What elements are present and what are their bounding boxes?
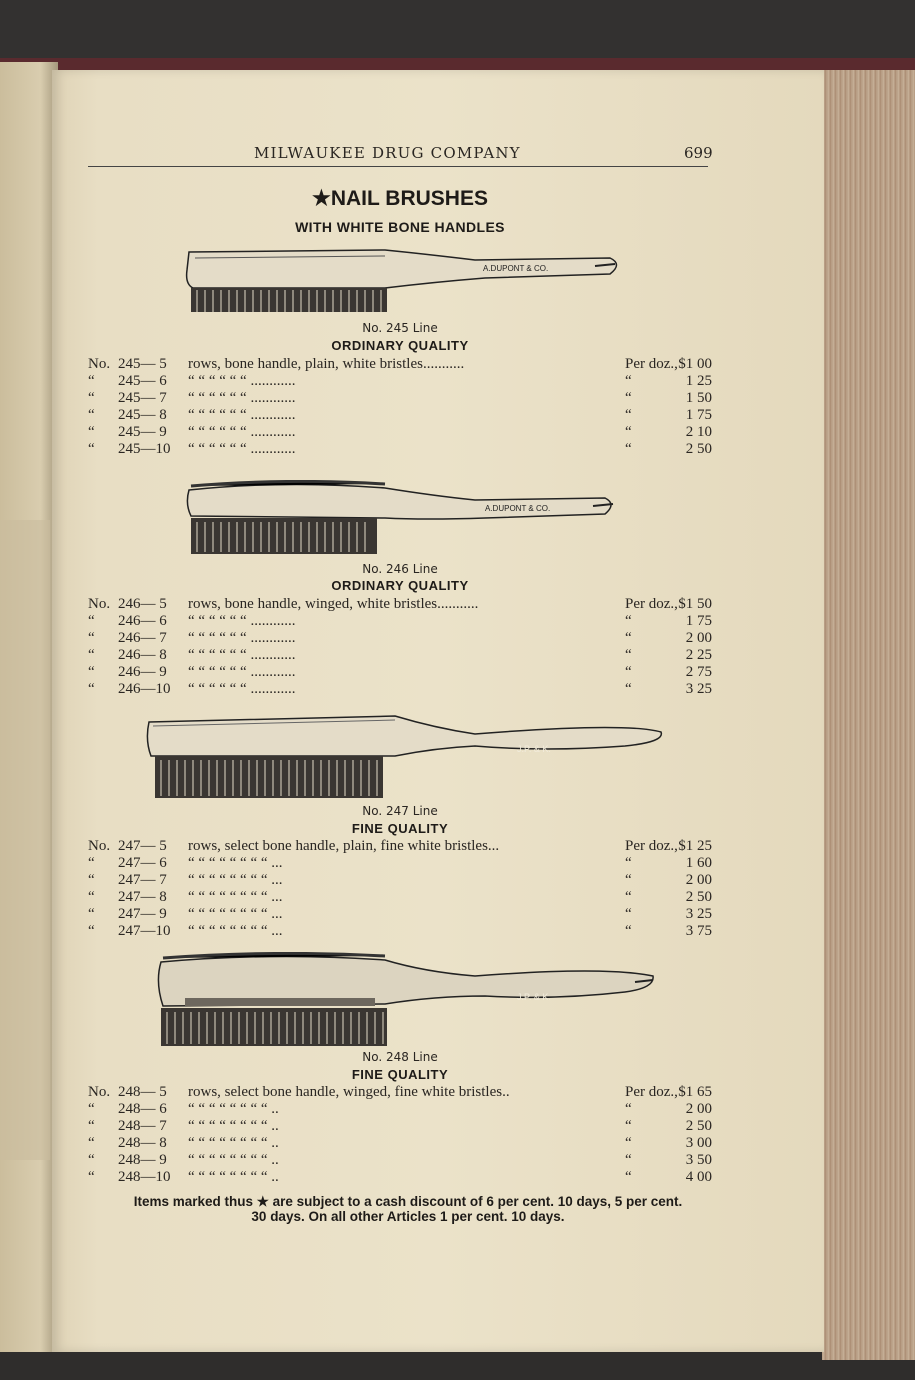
table-row: No. 245— 5 rows, bone handle, plain, white bristles........... Per doz., $1 00 <box>88 356 712 372</box>
table-row: “ 246—10 “ “ “ “ “ “ ............ “ 3 25 <box>88 681 712 697</box>
footnote-line-2: 30 days. On all other Articles 1 per cent. 10 days. <box>251 1209 565 1224</box>
table-row: “ 245— 8 “ “ “ “ “ “ ............ “ 1 75 <box>88 407 712 423</box>
table-row: “ 246— 9 “ “ “ “ “ “ ............ “ 2 75 <box>88 664 712 680</box>
table-row: “ 245—10 “ “ “ “ “ “ ............ “ 2 50 <box>88 441 712 457</box>
price-table-247 <box>88 838 718 940</box>
page-number: 699 <box>684 144 713 162</box>
table-row: No. 248— 5 rows, select bone handle, winged, fine white bristles.. Per doz., $1 65 <box>88 1084 712 1100</box>
table-row: No. 247— 5 rows, select bone handle, plain, fine white bristles... Per doz., $1 25 <box>88 838 712 854</box>
table-row: “ 245— 9 “ “ “ “ “ “ ............ “ 2 10 <box>88 424 712 440</box>
table-row: “ 248— 9 “ “ “ “ “ “ “ “ .. “ 3 50 <box>88 1152 712 1168</box>
brand-stamp: A.DUPONT & CO. <box>485 504 551 513</box>
table-row: No. 246— 5 rows, bone handle, winged, white bristles........... Per doz., $1 50 <box>88 596 712 612</box>
discount-footnote <box>88 1194 728 1224</box>
previous-page-strip <box>0 520 50 1160</box>
table-row: “ 248— 7 “ “ “ “ “ “ “ “ .. “ 2 50 <box>88 1118 712 1134</box>
quality-label: ORDINARY QUALITY <box>331 338 469 353</box>
brand-stamp: J.P. & K. <box>517 992 551 1002</box>
page-subtitle: WITH WHITE BONE HANDLES <box>295 219 505 235</box>
table-row: “ 248— 6 “ “ “ “ “ “ “ “ .. “ 2 00 <box>88 1101 712 1117</box>
page-header <box>88 142 713 167</box>
background-top <box>0 0 915 62</box>
table-row: “ 247— 6 “ “ “ “ “ “ “ “ ... “ 1 60 <box>88 855 712 871</box>
brush-246-illustration <box>185 480 625 558</box>
page-title: ★NAIL BRUSHES <box>312 187 488 210</box>
quality-label: FINE QUALITY <box>351 1067 449 1082</box>
brand-stamp: J.P. & K. <box>517 744 551 754</box>
line-label: No. 247 Line <box>362 804 438 818</box>
brush-247-illustration <box>145 712 670 802</box>
company-name: MILWAUKEE DRUG COMPANY <box>254 144 521 162</box>
quality-label: ORDINARY QUALITY <box>331 578 469 593</box>
table-row: “ 246— 8 “ “ “ “ “ “ ............ “ 2 25 <box>88 647 712 663</box>
book-cover-edge <box>0 58 915 70</box>
table-row: “ 247— 8 “ “ “ “ “ “ “ “ ... “ 2 50 <box>88 889 712 905</box>
brush-245-illustration <box>185 244 625 316</box>
table-row: “ 246— 7 “ “ “ “ “ “ ............ “ 2 00 <box>88 630 712 646</box>
brush-248-illustration <box>155 952 660 1050</box>
price-table-245 <box>88 356 718 458</box>
brand-stamp: A.DUPONT & CO. <box>483 264 549 273</box>
table-row: “ 245— 6 “ “ “ “ “ “ ............ “ 1 25 <box>88 373 712 389</box>
table-row: “ 247— 7 “ “ “ “ “ “ “ “ ... “ 2 00 <box>88 872 712 888</box>
table-row: “ 246— 6 “ “ “ “ “ “ ............ “ 1 75 <box>88 613 712 629</box>
table-row: “ 248—10 “ “ “ “ “ “ “ “ .. “ 4 00 <box>88 1169 712 1185</box>
line-label: No. 246 Line <box>362 562 438 576</box>
line-label: No. 248 Line <box>362 1050 438 1064</box>
line-label: No. 245 Line <box>362 321 438 335</box>
footnote-line-1: Items marked thus ★ are subject to a cash discount of 6 per cent. 10 days, 5 per cent. <box>133 1194 683 1209</box>
table-row: “ 248— 8 “ “ “ “ “ “ “ “ .. “ 3 00 <box>88 1135 712 1151</box>
table-row: “ 245— 7 “ “ “ “ “ “ ............ “ 1 50 <box>88 390 712 406</box>
page-stack-edge <box>822 70 915 1360</box>
price-table-248 <box>88 1084 718 1186</box>
table-row: “ 247—10 “ “ “ “ “ “ “ “ ... “ 3 75 <box>88 923 712 939</box>
table-row: “ 247— 9 “ “ “ “ “ “ “ “ ... “ 3 25 <box>88 906 712 922</box>
quality-label: FINE QUALITY <box>351 821 449 836</box>
price-table-246 <box>88 596 718 698</box>
